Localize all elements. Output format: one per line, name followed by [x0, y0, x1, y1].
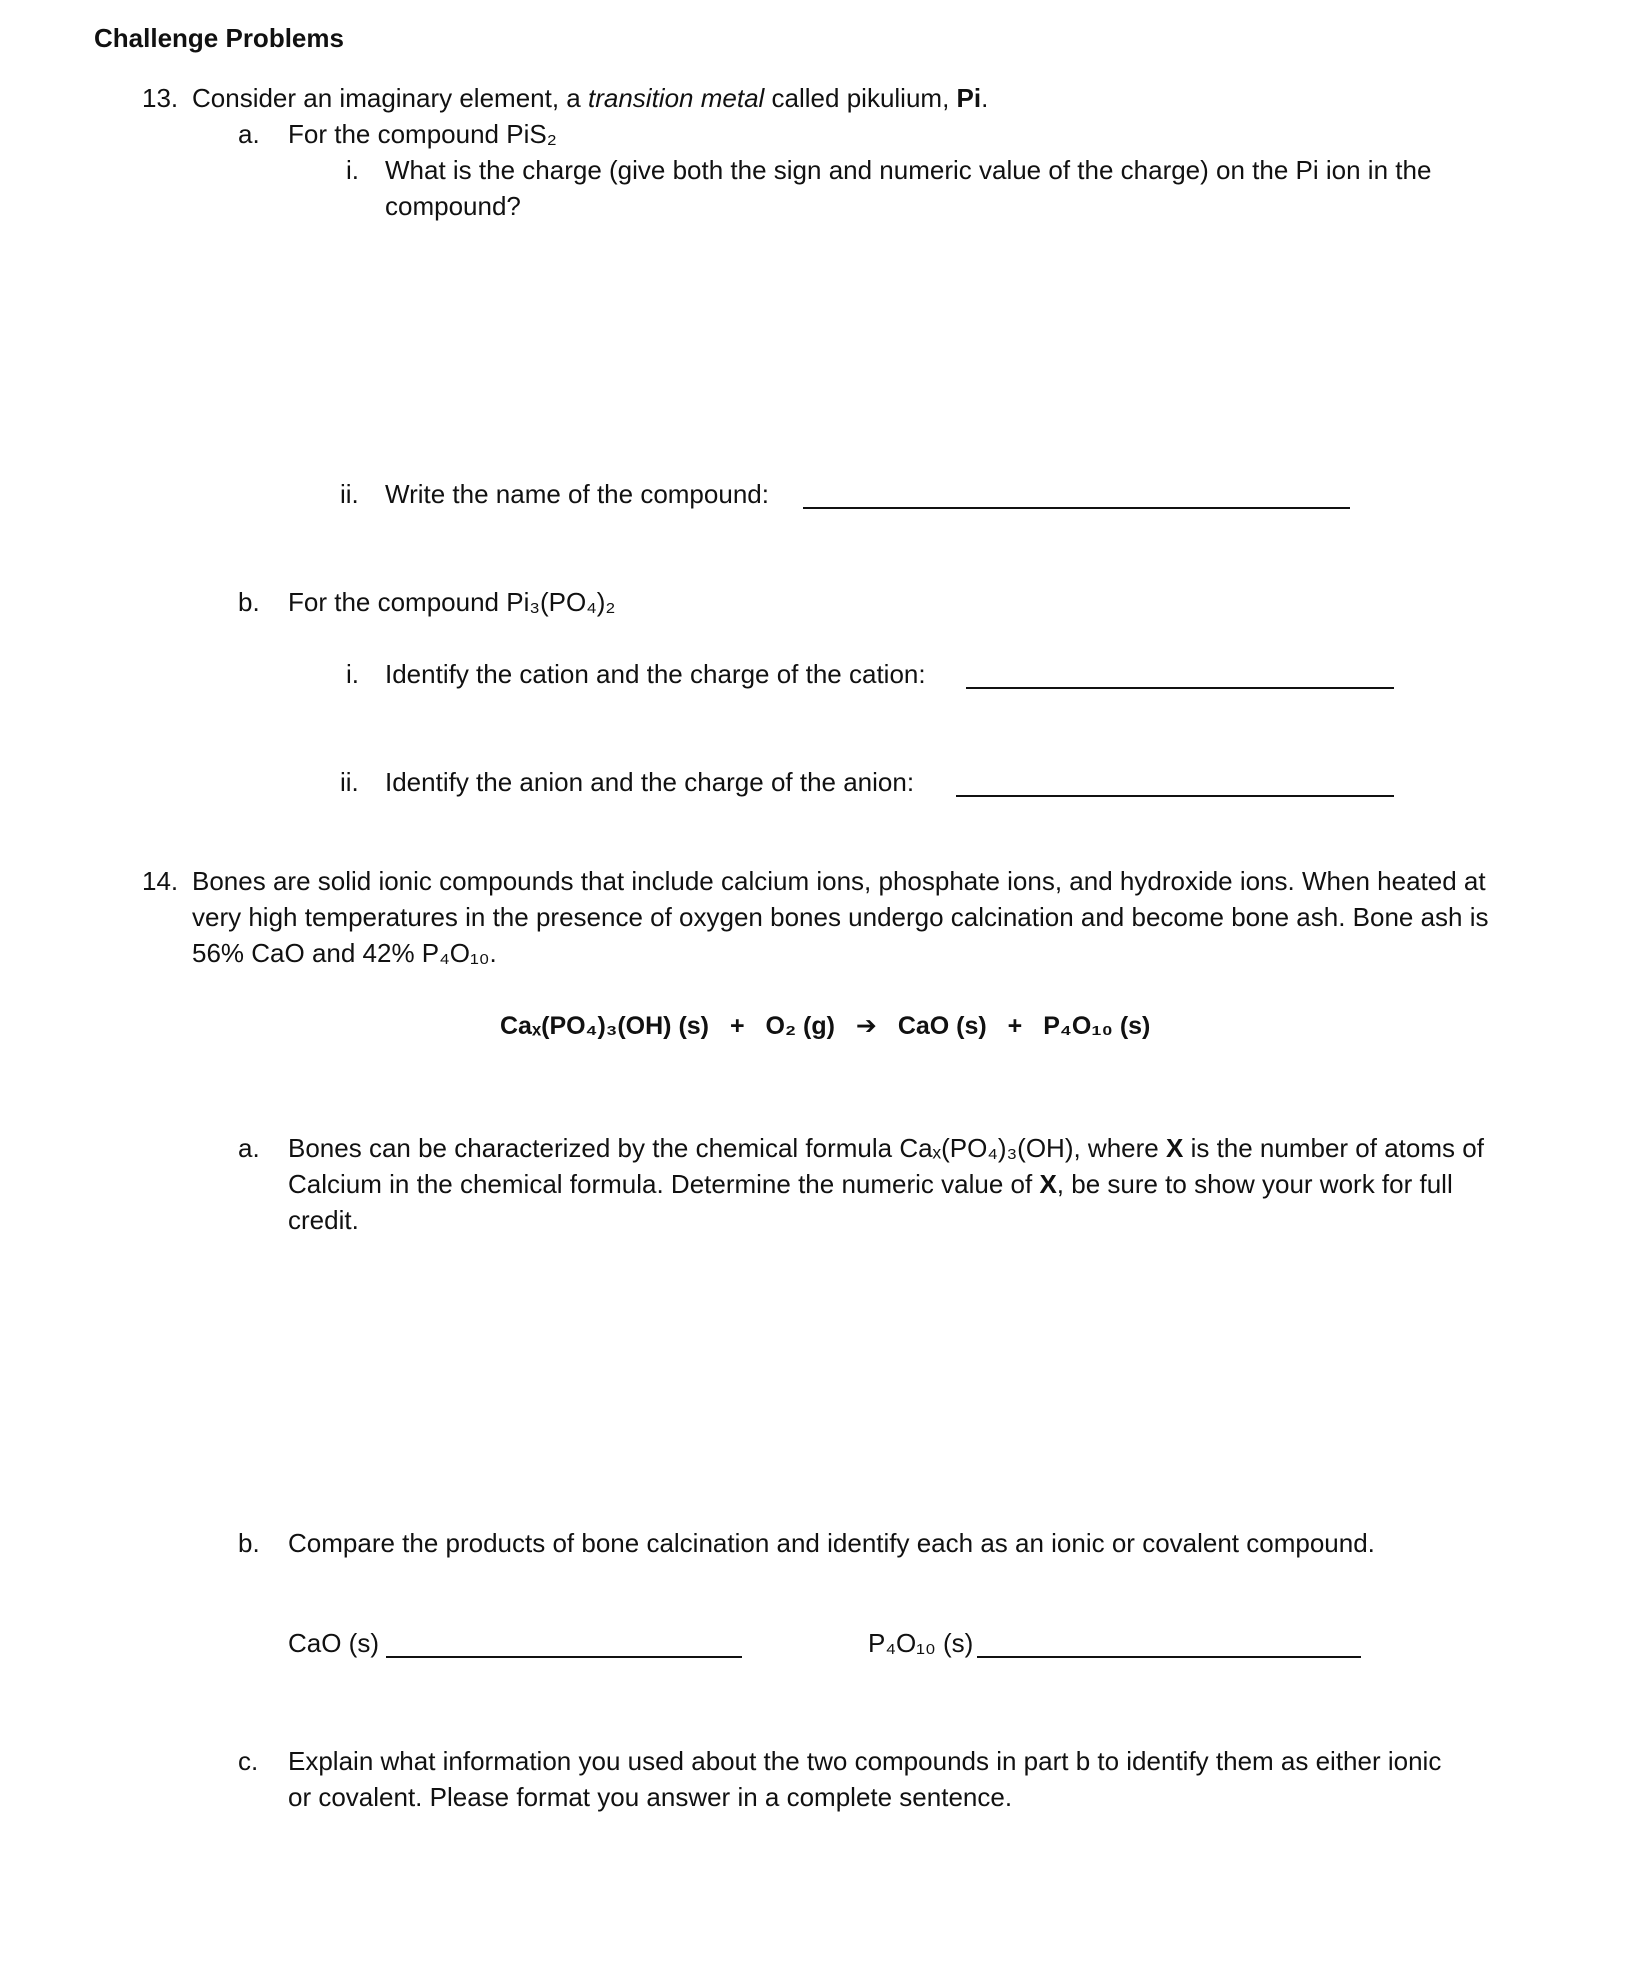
q13-stem-italic: transition metal [588, 83, 765, 113]
q13aii-roman: ii. [340, 479, 359, 509]
q14b-label-cao: CaO (s) [288, 1628, 379, 1658]
eq-plus1: + [729, 1012, 745, 1040]
q13-stem [192, 80, 988, 116]
q13ai-line2: compound? [385, 191, 521, 221]
q13-number: 13. [142, 83, 179, 113]
q14a-line3: credit. [288, 1205, 359, 1235]
q14b-p4o10-answer-line[interactable] [977, 1656, 1361, 1658]
page-title: Challenge Problems [94, 23, 344, 53]
q14a-line2 [288, 1166, 1453, 1202]
q14-line3: 56% CaO and 42% P₄O₁₀. [192, 938, 497, 968]
q13a-letter: a. [238, 119, 260, 149]
q13-stem-mid: called pikulium, [771, 83, 950, 113]
q13-stem-end: . [981, 83, 989, 113]
q14b-text: Compare the products of bone calcination and identify each as an ionic or covalent compound. [288, 1528, 1375, 1558]
eq-reactant2: O₂ (g) [765, 1012, 835, 1040]
q14b-label-p4o10: P₄O₁₀ (s) [868, 1628, 974, 1658]
q14a-letter: a. [238, 1133, 260, 1163]
q14-number: 14. [142, 866, 179, 896]
q13aii-text: Write the name of the compound: [385, 479, 769, 509]
q13bii-answer-line[interactable] [956, 795, 1394, 797]
q14a-line1-pre: Bones can be characterized by the chemical formula Caₓ(PO₄)₃(OH), where [288, 1133, 1159, 1163]
eq-reactant1: Caₓ(PO₄)₃(OH) (s) [500, 1012, 710, 1040]
q13b-letter: b. [238, 587, 260, 617]
q14a-line1-post: is the number of atoms of [1190, 1133, 1484, 1163]
q13aii-answer-line[interactable] [803, 507, 1350, 509]
q13bi-text: Identify the cation and the charge of the cation: [385, 659, 926, 689]
q13bi-answer-line[interactable] [966, 687, 1394, 689]
q14c-line1: Explain what information you used about the two compounds in part b to identify them as either ionic [288, 1746, 1442, 1776]
q14a-line1 [288, 1130, 1484, 1166]
q14a-line2-pre: Calcium in the chemical formula. Determine the numeric value of [288, 1169, 1033, 1199]
eq-arrow-icon: ➔ [855, 1012, 877, 1040]
eq-product1: CaO (s) [897, 1012, 987, 1040]
q14a-line1-bold: X [1165, 1133, 1184, 1163]
q14-line2: very high temperatures in the presence of oxygen bones undergo calcination and become bone ash. Bone ash is [192, 902, 1489, 932]
q13ai-roman: i. [346, 155, 359, 185]
q13b-text: For the compound Pi₃(PO₄)₂ [288, 587, 616, 617]
reaction-equation [500, 1008, 1164, 1044]
q13bii-roman: ii. [340, 767, 359, 797]
q13a-text: For the compound PiS₂ [288, 119, 557, 149]
q13-stem-bold: Pi [956, 83, 982, 113]
q13-stem-pre: Consider an imaginary element, a [192, 83, 581, 113]
q14b-cao-answer-line[interactable] [386, 1656, 742, 1658]
q14c-line2: or covalent. Please format you answer in a complete sentence. [288, 1782, 1013, 1812]
q13ai-line1: What is the charge (give both the sign and numeric value of the charge) on the Pi ion in the [385, 155, 1432, 185]
q14b-letter: b. [238, 1528, 260, 1558]
eq-product2: P₄O₁₀ (s) [1043, 1012, 1151, 1040]
q14a-line2-post: , be sure to show your work for full [1056, 1169, 1453, 1199]
q14c-letter: c. [238, 1746, 259, 1776]
eq-plus2: + [1007, 1012, 1023, 1040]
q14-line1: Bones are solid ionic compounds that include calcium ions, phosphate ions, and hydroxide ions. When heated at [192, 866, 1486, 896]
q14a-line2-bold: X [1039, 1169, 1057, 1199]
q13bii-text: Identify the anion and the charge of the anion: [385, 767, 915, 797]
q13bi-roman: i. [346, 659, 359, 689]
